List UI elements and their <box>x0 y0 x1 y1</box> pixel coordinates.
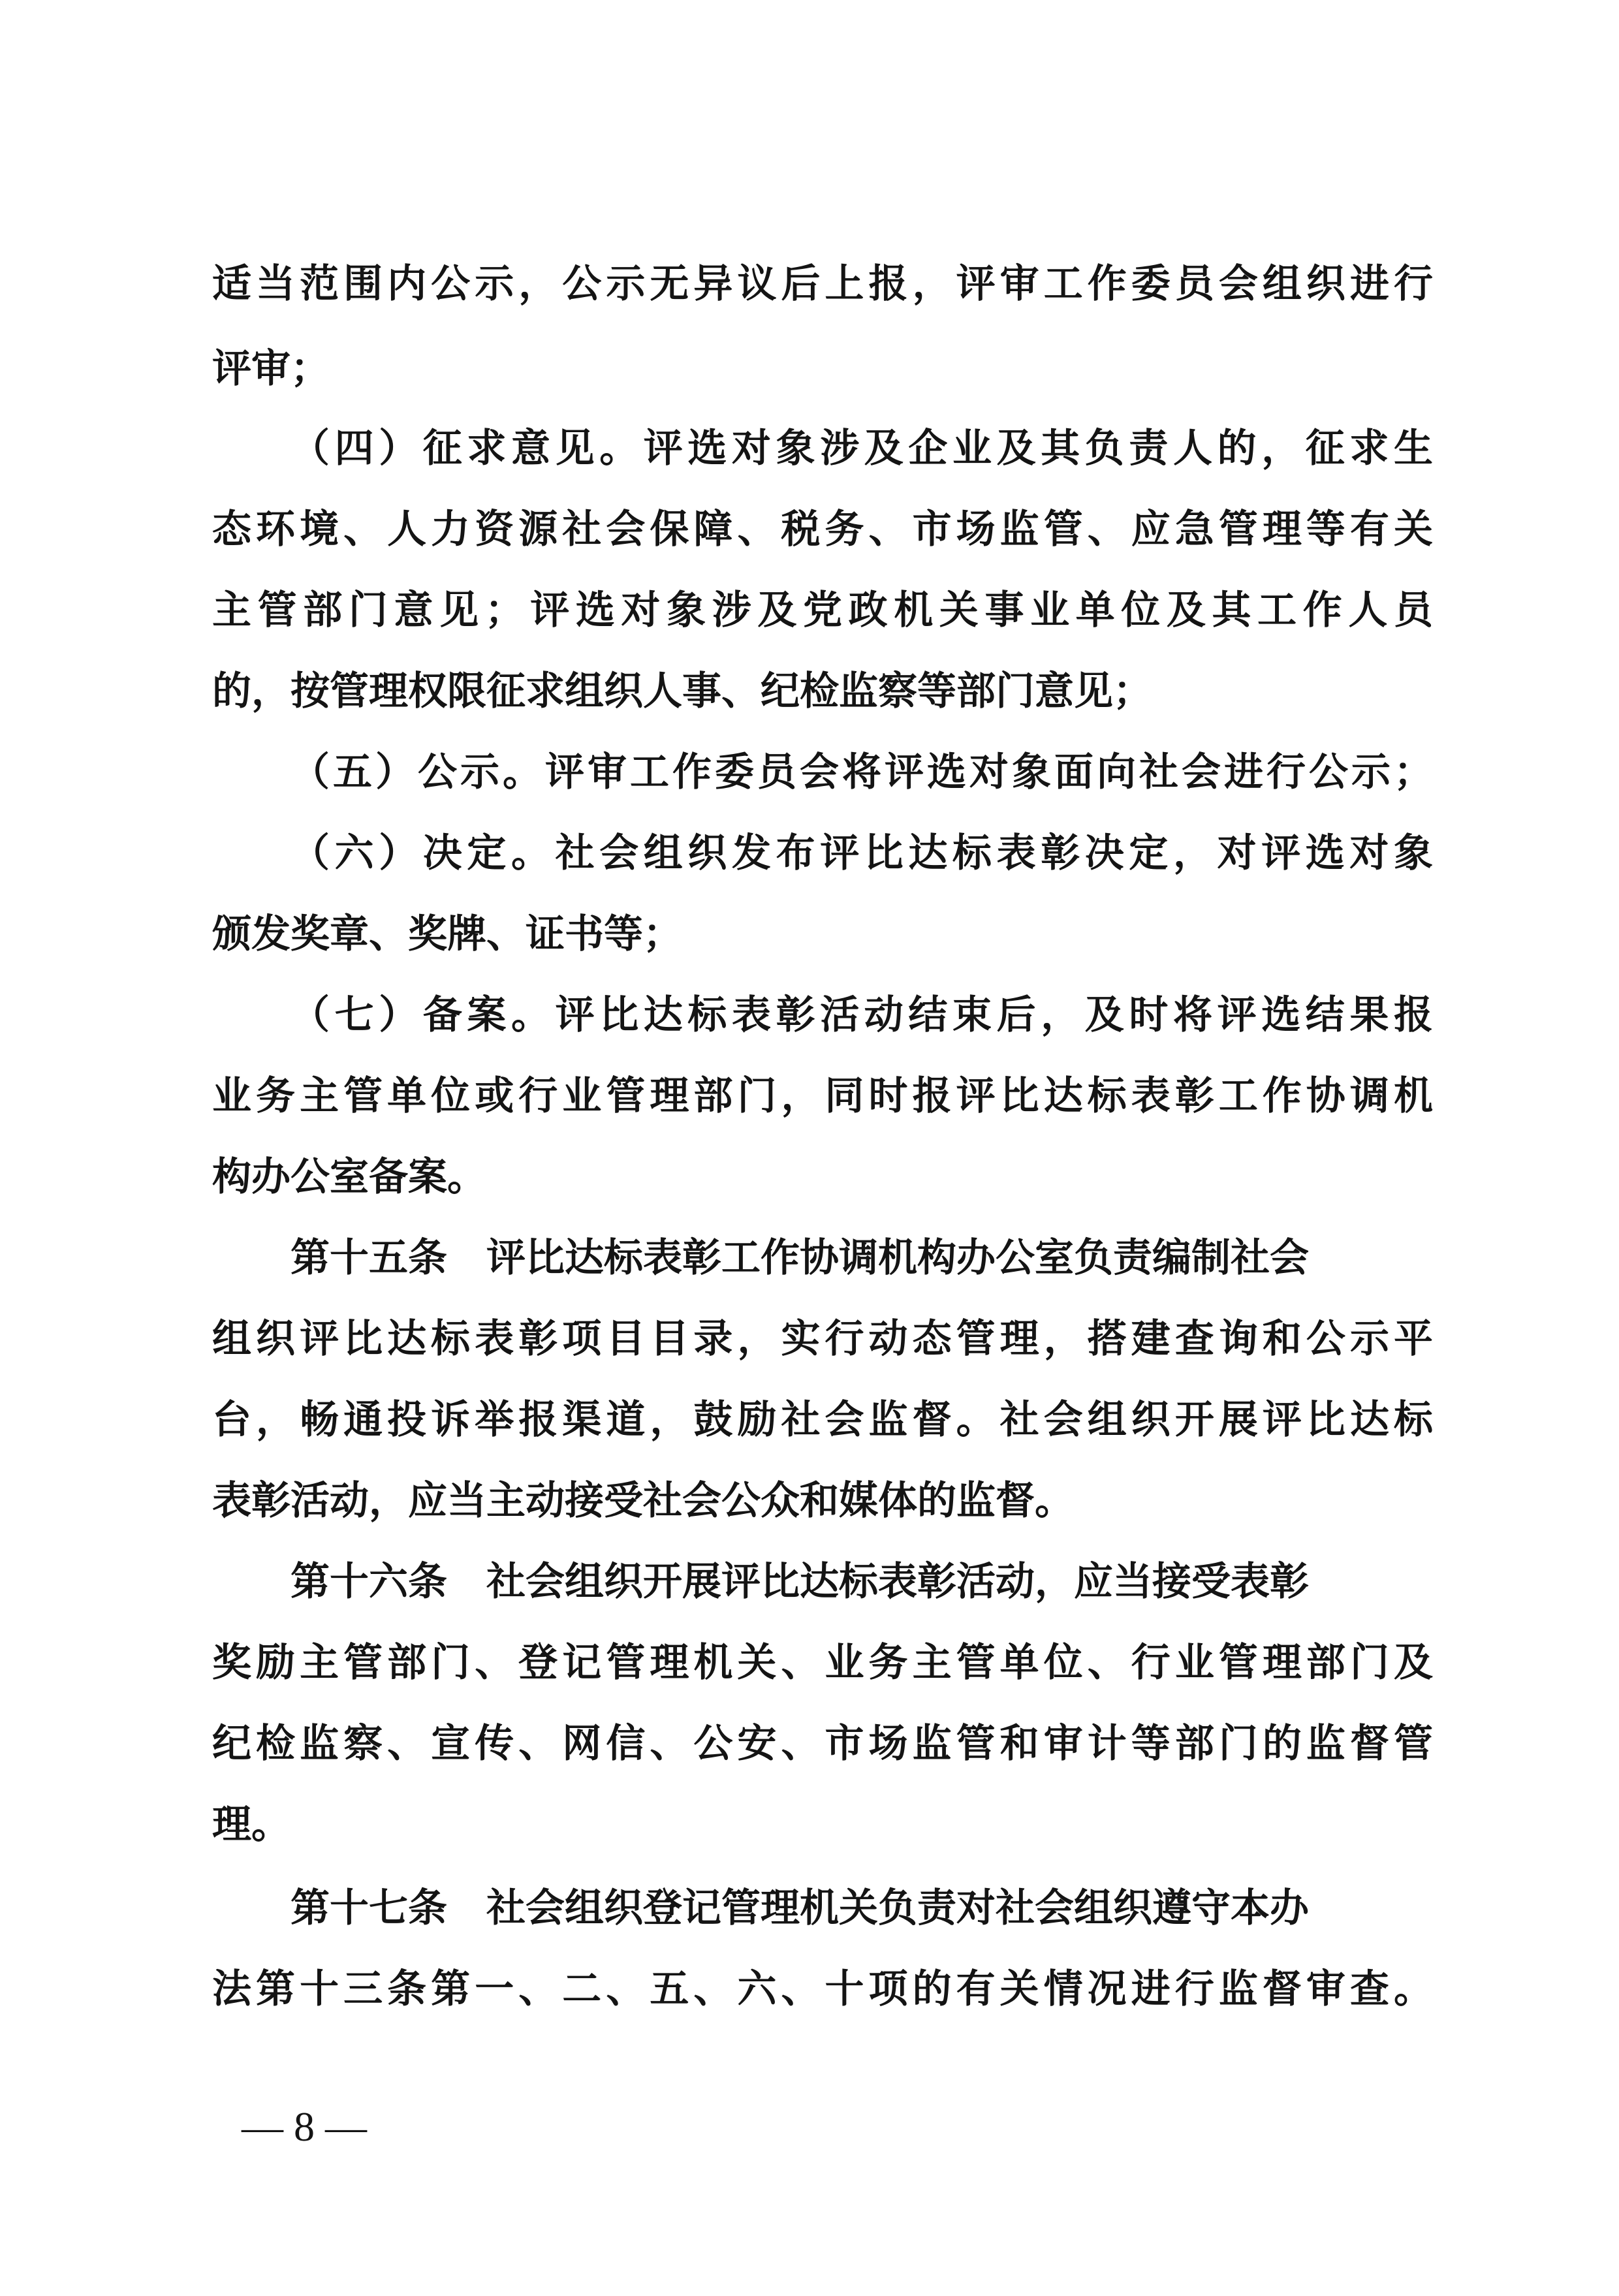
article-17-line: 法第十三条第一、二、五、六、十项的有关情况进行监督审查。 <box>212 1966 1433 2012</box>
article-15-first-line <box>291 1222 1433 1294</box>
article-16-number: 第十六条 <box>291 1559 447 1605</box>
body-line: 的，按管理权限征求组织人事、纪检监察等部门意见； <box>212 668 1152 714</box>
article-15-number: 第十五条 <box>291 1235 447 1281</box>
article-17-first-line <box>291 1872 1433 1944</box>
article-16-text: 社会组织开展评比达标表彰活动，应当接受表彰 <box>486 1559 1309 1605</box>
article-15-text: 评比达标表彰工作协调机构办公室负责编制社会 <box>486 1235 1309 1281</box>
body-line: 颁发奖章、奖牌、证书等； <box>212 911 682 957</box>
article-17-number: 第十七条 <box>291 1885 447 1931</box>
article-16-first-line <box>291 1546 1433 1618</box>
article-15-line: 组织评比达标表彰项目目录，实行动态管理，搭建查询和公示平 <box>212 1316 1433 1362</box>
article-16-line: 纪检监察、宣传、网信、公安、市场监管和审计等部门的监督管 <box>212 1721 1433 1767</box>
article-15-line: 表彰活动，应当主动接受社会公众和媒体的监督。 <box>212 1478 1074 1524</box>
page-number: — 8 — <box>242 2103 367 2150</box>
body-line: 评审； <box>212 346 330 392</box>
body-line: （四）征求意见。评选对象涉及企业及其负责人的，征求生 <box>291 426 1433 471</box>
body-line: （七）备案。评比达标表彰活动结束后，及时将评选结果报 <box>291 992 1433 1038</box>
body-line: （六）决定。社会组织发布评比达标表彰决定，对评选对象 <box>291 830 1433 876</box>
body-line: 主管部门意见；评选对象涉及党政机关事业单位及其工作人员 <box>212 588 1433 633</box>
article-16-line: 理。 <box>212 1802 291 1848</box>
body-line: 构办公室备案。 <box>212 1154 486 1200</box>
body-line: 态环境、人力资源社会保障、税务、市场监管、应急管理等有关 <box>212 507 1433 552</box>
body-line: 适当范围内公示，公示无异议后上报，评审工作委员会组织进行 <box>212 261 1433 307</box>
article-17-text: 社会组织登记管理机关负责对社会组织遵守本办 <box>486 1885 1309 1931</box>
article-15-line: 台，畅通投诉举报渠道，鼓励社会监督。社会组织开展评比达标 <box>212 1397 1433 1443</box>
body-line: 业务主管单位或行业管理部门，同时报评比达标表彰工作协调机 <box>212 1073 1433 1119</box>
body-line: （五）公示。评审工作委员会将评选对象面向社会进行公示； <box>291 749 1433 795</box>
article-16-line: 奖励主管部门、登记管理机关、业务主管单位、行业管理部门及 <box>212 1640 1433 1686</box>
